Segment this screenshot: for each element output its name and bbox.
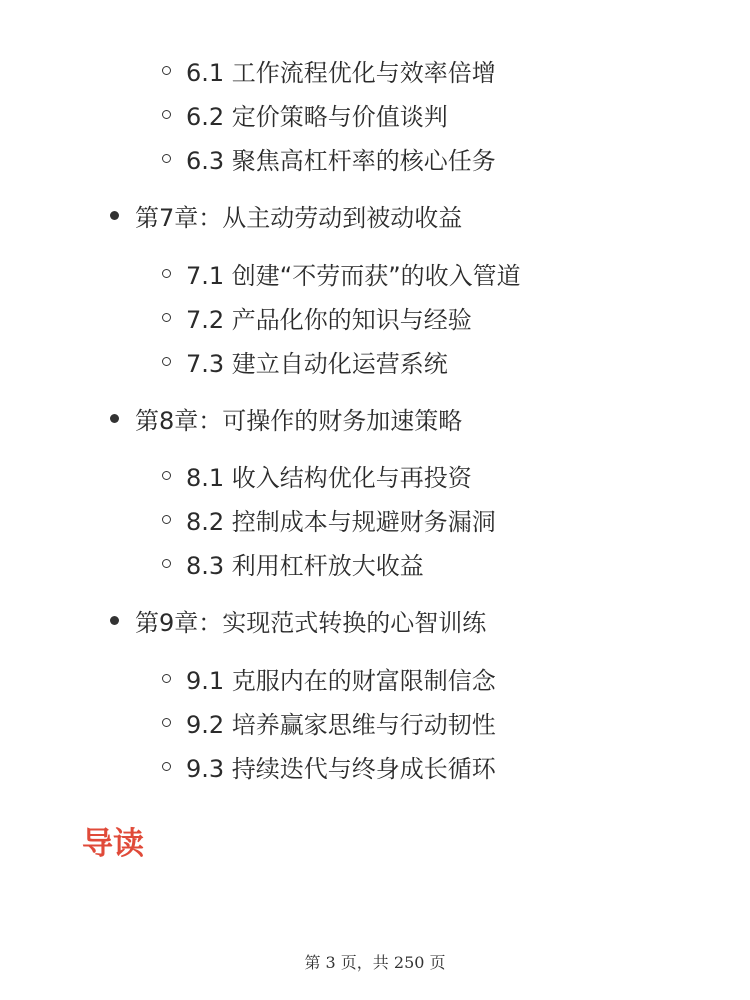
toc-chapter-9 xyxy=(110,602,486,638)
toc-subitem-label: 6.3 聚焦高杠杆率的核心任务 xyxy=(186,146,496,175)
hollow-bullet-icon xyxy=(162,154,171,163)
toc-subitem-label: 6.2 定价策略与价值谈判 xyxy=(186,102,448,131)
toc-subitem-6-3 xyxy=(162,141,496,175)
filled-bullet-icon xyxy=(110,414,119,423)
toc-subitem-label: 9.3 持续迭代与终身成长循环 xyxy=(186,754,496,783)
toc-subitem-6-2 xyxy=(162,97,448,131)
toc-subitem-9-3 xyxy=(162,749,496,783)
toc-chapter-label: 第9章：实现范式转换的心智训练 xyxy=(135,608,487,637)
toc-chapter-8 xyxy=(110,400,462,436)
hollow-bullet-icon xyxy=(162,762,171,771)
hollow-bullet-icon xyxy=(162,313,171,322)
hollow-bullet-icon xyxy=(162,110,171,119)
page-number-footer: 第 3 页，共 250 页 xyxy=(304,953,446,972)
hollow-bullet-icon xyxy=(162,471,171,480)
hollow-bullet-icon xyxy=(162,718,171,727)
toc-subitem-label: 6.1 工作流程优化与效率倍增 xyxy=(186,58,496,87)
toc-subitem-label: 9.1 克服内在的财富限制信念 xyxy=(186,666,496,695)
toc-subitem-label: 8.1 收入结构优化与再投资 xyxy=(186,463,472,492)
filled-bullet-icon xyxy=(110,616,119,625)
toc-subitem-8-3 xyxy=(162,546,424,580)
toc-subitem-7-2 xyxy=(162,300,472,334)
toc-subitem-label: 8.3 利用杠杆放大收益 xyxy=(186,551,424,580)
toc-subitem-label: 7.1 创建“不劳而获”的收入管道 xyxy=(186,261,521,290)
toc-subitem-label: 7.3 建立自动化运营系统 xyxy=(186,349,448,378)
toc-subitem-label: 8.2 控制成本与规避财务漏洞 xyxy=(186,507,496,536)
section-heading: 导读 xyxy=(82,826,144,862)
toc-chapter-label: 第8章：可操作的财务加速策略 xyxy=(135,406,463,435)
hollow-bullet-icon xyxy=(162,559,171,568)
toc-subitem-6-1 xyxy=(162,53,496,87)
hollow-bullet-icon xyxy=(162,66,171,75)
toc-subitem-label: 9.2 培养赢家思维与行动韧性 xyxy=(186,710,496,739)
toc-subitem-8-2 xyxy=(162,502,496,536)
hollow-bullet-icon xyxy=(162,674,171,683)
toc-subitem-9-2 xyxy=(162,705,496,739)
toc-chapter-7 xyxy=(110,197,462,233)
toc-subitem-label: 7.2 产品化你的知识与经验 xyxy=(186,305,472,334)
toc-subitem-8-1 xyxy=(162,458,472,492)
hollow-bullet-icon xyxy=(162,357,171,366)
filled-bullet-icon xyxy=(110,211,119,220)
toc-subitem-9-1 xyxy=(162,661,496,695)
toc-subitem-7-3 xyxy=(162,344,448,378)
toc-subitem-7-1 xyxy=(162,256,521,290)
hollow-bullet-icon xyxy=(162,269,171,278)
toc-chapter-label: 第7章：从主动劳动到被动收益 xyxy=(135,203,463,232)
hollow-bullet-icon xyxy=(162,515,171,524)
